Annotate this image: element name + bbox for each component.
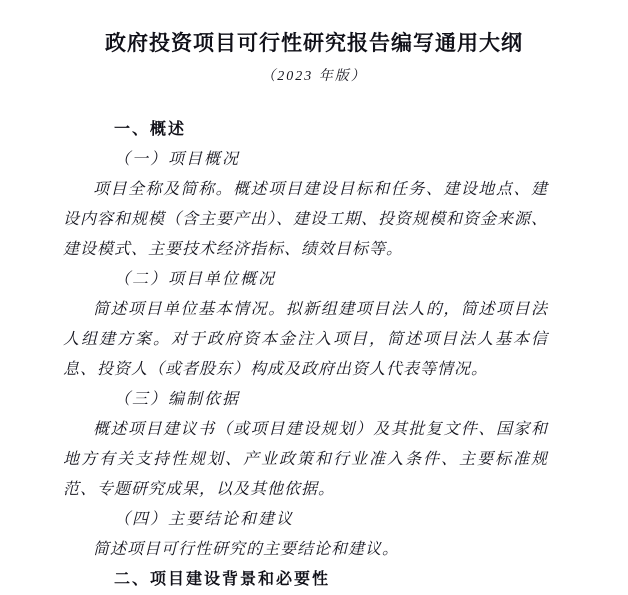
subsection-heading-project-unit-overview: （二）项目单位概况	[114, 271, 277, 288]
section-heading-background-necessity: 二、项目建设背景和必要性	[114, 571, 331, 588]
subsection-heading-compilation-basis: （三）编制依据	[114, 391, 241, 408]
paragraph-project-overview: 项目全称及简称。概述项目建设目标和任务、建设地点、建设内容和规模（含主要产出）、建设工期、投资规模和资金来源、建设模式、主要技术经济指标、绩效目标等。	[63, 181, 549, 258]
paragraph-project-unit-overview: 简述项目单位基本情况。拟新组建项目法人的，简述项目法人组建方案。对于政府资本金注入项目，简述项目法人基本信息、投资人（或者股东）构成及政府出资人代表等情况。	[63, 301, 548, 378]
section-heading-overview: 一、概述	[114, 121, 187, 138]
paragraph-main-conclusions: 简述项目可行性研究的主要结论和建议。	[93, 541, 400, 558]
document-subtitle: （2023 年版）	[261, 69, 367, 84]
document-title: 政府投资项目可行性研究报告编写通用大纲	[105, 32, 523, 55]
subsection-heading-main-conclusions: （四）主要结论和建议	[114, 511, 295, 528]
paragraph-compilation-basis: 概述项目建议书（或项目建设规划）及其批复文件、国家和地方有关支持性规划、产业政策和行业准入条件、主要标准规范、专题研究成果，以及其他依据。	[63, 421, 548, 498]
subsection-heading-project-overview: （一）项目概况	[114, 151, 241, 168]
document-body	[63, 115, 548, 595]
